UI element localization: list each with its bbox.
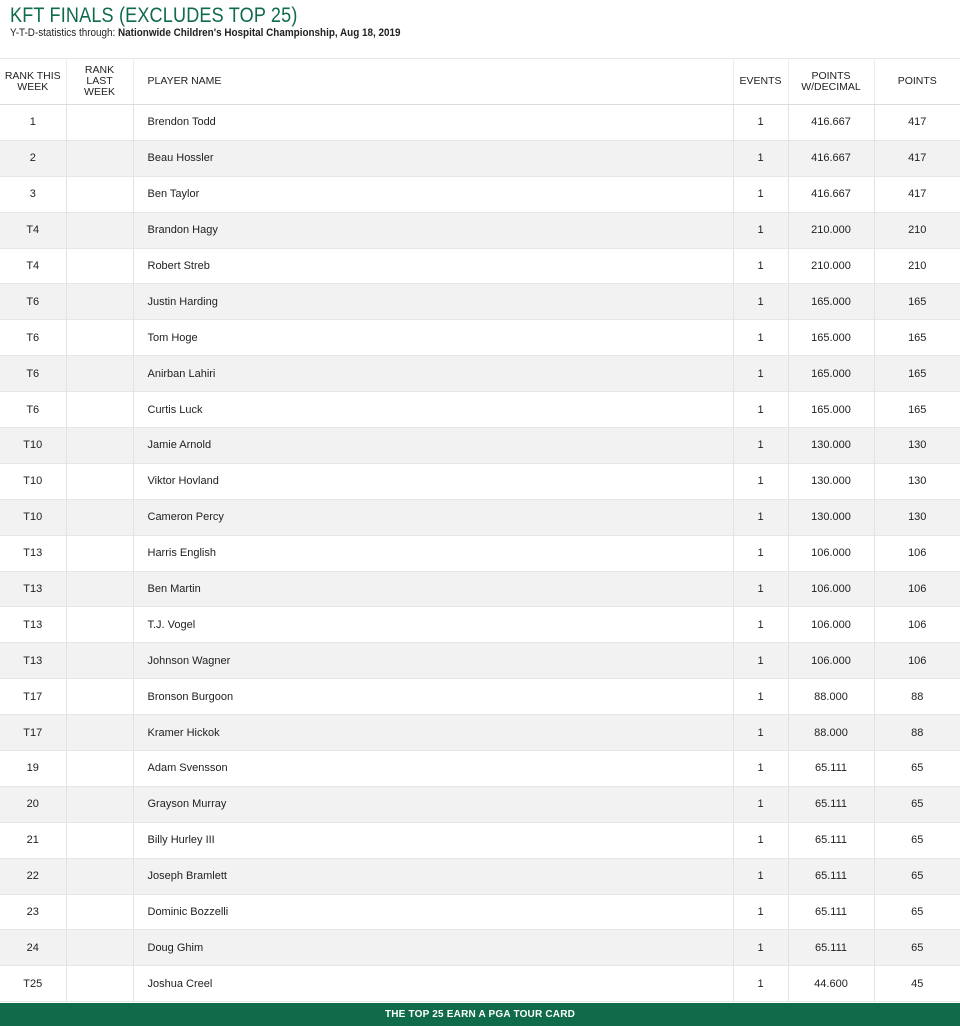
- points-cell: 165: [874, 320, 960, 356]
- standings-table: [0, 58, 960, 1002]
- events-cell: 1: [733, 966, 788, 1002]
- events-cell: 1: [733, 535, 788, 571]
- player-name-cell[interactable]: Johnson Wagner: [133, 643, 733, 679]
- player-name-cell[interactable]: Tom Hoge: [133, 320, 733, 356]
- table-header-row: [0, 59, 960, 105]
- rank-last-cell: [66, 966, 133, 1002]
- table-row: [0, 284, 960, 320]
- events-cell: 1: [733, 643, 788, 679]
- col-events[interactable]: EVENTS: [733, 59, 788, 105]
- rank-cell: 24: [0, 930, 66, 966]
- rank-last-cell: [66, 715, 133, 751]
- player-name-cell[interactable]: Beau Hossler: [133, 140, 733, 176]
- rank-cell: T6: [0, 356, 66, 392]
- table-body: [0, 105, 960, 1002]
- rank-last-cell: [66, 463, 133, 499]
- points-cell: 165: [874, 284, 960, 320]
- table-row: [0, 858, 960, 894]
- points-decimal-cell: 44.600: [788, 966, 874, 1002]
- table-row: [0, 966, 960, 1002]
- points-decimal-cell: 416.667: [788, 105, 874, 141]
- events-cell: 1: [733, 428, 788, 464]
- points-cell: 65: [874, 786, 960, 822]
- rank-last-cell: [66, 858, 133, 894]
- points-decimal-cell: 130.000: [788, 428, 874, 464]
- rank-last-cell: [66, 822, 133, 858]
- points-decimal-cell: 130.000: [788, 499, 874, 535]
- rank-cell: T10: [0, 499, 66, 535]
- table-row: [0, 428, 960, 464]
- points-decimal-cell: 88.000: [788, 679, 874, 715]
- table-row: [0, 715, 960, 751]
- player-name-cell[interactable]: Brandon Hagy: [133, 212, 733, 248]
- table-row: [0, 320, 960, 356]
- points-cell: 45: [874, 966, 960, 1002]
- col-points[interactable]: POINTS: [874, 59, 960, 105]
- rank-cell: T10: [0, 428, 66, 464]
- events-cell: 1: [733, 105, 788, 141]
- col-player-name[interactable]: PLAYER NAME: [133, 59, 733, 105]
- player-name-cell[interactable]: Joseph Bramlett: [133, 858, 733, 894]
- points-cell: 106: [874, 535, 960, 571]
- rank-last-cell: [66, 428, 133, 464]
- table-row: [0, 499, 960, 535]
- table-row: [0, 894, 960, 930]
- events-cell: 1: [733, 140, 788, 176]
- rank-last-cell: [66, 248, 133, 284]
- rank-last-cell: [66, 607, 133, 643]
- col-rank-this-week[interactable]: RANK THIS WEEK: [0, 59, 66, 105]
- points-decimal-cell: 210.000: [788, 248, 874, 284]
- points-cell: 417: [874, 140, 960, 176]
- rank-cell: T6: [0, 392, 66, 428]
- rank-last-cell: [66, 786, 133, 822]
- points-decimal-cell: 416.667: [788, 140, 874, 176]
- table-row: [0, 751, 960, 787]
- rank-last-cell: [66, 535, 133, 571]
- points-cell: 106: [874, 643, 960, 679]
- events-cell: 1: [733, 679, 788, 715]
- points-decimal-cell: 65.111: [788, 858, 874, 894]
- events-cell: 1: [733, 284, 788, 320]
- rank-last-cell: [66, 392, 133, 428]
- player-name-cell[interactable]: Anirban Lahiri: [133, 356, 733, 392]
- player-name-cell[interactable]: Brendon Todd: [133, 105, 733, 141]
- table-row: [0, 535, 960, 571]
- table-row: [0, 105, 960, 141]
- player-name-cell[interactable]: Adam Svensson: [133, 751, 733, 787]
- player-name-cell[interactable]: T.J. Vogel: [133, 607, 733, 643]
- player-name-cell[interactable]: Ben Martin: [133, 571, 733, 607]
- rank-cell: T6: [0, 284, 66, 320]
- points-cell: 417: [874, 105, 960, 141]
- rank-last-cell: [66, 212, 133, 248]
- points-decimal-cell: 165.000: [788, 356, 874, 392]
- rank-cell: 3: [0, 176, 66, 212]
- player-name-cell[interactable]: Cameron Percy: [133, 499, 733, 535]
- points-decimal-cell: 65.111: [788, 930, 874, 966]
- points-cell: 130: [874, 428, 960, 464]
- points-cell: 65: [874, 930, 960, 966]
- table-row: [0, 176, 960, 212]
- table-row: [0, 786, 960, 822]
- rank-cell: T13: [0, 535, 66, 571]
- points-cell: 106: [874, 571, 960, 607]
- points-decimal-cell: 130.000: [788, 463, 874, 499]
- col-points-decimal[interactable]: POINTS W/DECIMAL: [788, 59, 874, 105]
- table-row: [0, 643, 960, 679]
- player-name-cell[interactable]: Doug Ghim: [133, 930, 733, 966]
- events-cell: 1: [733, 212, 788, 248]
- player-name-cell[interactable]: Harris English: [133, 535, 733, 571]
- events-cell: 1: [733, 894, 788, 930]
- rank-cell: T17: [0, 679, 66, 715]
- events-cell: 1: [733, 356, 788, 392]
- player-name-cell[interactable]: Justin Harding: [133, 284, 733, 320]
- player-name-cell[interactable]: Grayson Murray: [133, 786, 733, 822]
- events-cell: 1: [733, 499, 788, 535]
- points-cell: 88: [874, 679, 960, 715]
- col-rank-last-week[interactable]: RANK LAST WEEK: [66, 59, 133, 105]
- points-cell: 88: [874, 715, 960, 751]
- rank-last-cell: [66, 643, 133, 679]
- points-decimal-cell: 65.111: [788, 751, 874, 787]
- points-decimal-cell: 65.111: [788, 894, 874, 930]
- stats-through-line: [10, 27, 401, 40]
- player-name-cell[interactable]: Jamie Arnold: [133, 428, 733, 464]
- table-row: [0, 356, 960, 392]
- rank-last-cell: [66, 140, 133, 176]
- events-cell: 1: [733, 607, 788, 643]
- page-header: [0, 0, 960, 58]
- player-name-cell[interactable]: Curtis Luck: [133, 392, 733, 428]
- rank-cell: T13: [0, 643, 66, 679]
- points-decimal-cell: 106.000: [788, 571, 874, 607]
- events-cell: 1: [733, 320, 788, 356]
- rank-last-cell: [66, 930, 133, 966]
- page-title: KFT FINALS (EXCLUDES TOP 25): [10, 4, 298, 27]
- rank-cell: 22: [0, 858, 66, 894]
- player-name-cell[interactable]: Ben Taylor: [133, 176, 733, 212]
- rank-last-cell: [66, 751, 133, 787]
- rank-last-cell: [66, 284, 133, 320]
- player-name-cell[interactable]: Kramer Hickok: [133, 715, 733, 751]
- events-cell: 1: [733, 930, 788, 966]
- points-cell: 210: [874, 212, 960, 248]
- events-cell: 1: [733, 392, 788, 428]
- table-row: [0, 679, 960, 715]
- player-name-cell[interactable]: Billy Hurley III: [133, 822, 733, 858]
- rank-cell: 2: [0, 140, 66, 176]
- table-row: [0, 140, 960, 176]
- table-header: [0, 59, 960, 105]
- rank-cell: T25: [0, 966, 66, 1002]
- points-decimal-cell: 165.000: [788, 320, 874, 356]
- player-name-cell[interactable]: Robert Streb: [133, 248, 733, 284]
- table-row: [0, 212, 960, 248]
- rank-cell: T4: [0, 248, 66, 284]
- points-cell: 417: [874, 176, 960, 212]
- rank-cell: 23: [0, 894, 66, 930]
- stats-through-event: Nationwide Children's Hospital Championship, Aug 18, 2019: [118, 27, 401, 39]
- points-decimal-cell: 165.000: [788, 284, 874, 320]
- table-row: [0, 248, 960, 284]
- points-cell: 210: [874, 248, 960, 284]
- rank-cell: 1: [0, 105, 66, 141]
- table-row: [0, 930, 960, 966]
- rank-cell: 21: [0, 822, 66, 858]
- player-name-cell[interactable]: Dominic Bozzelli: [133, 894, 733, 930]
- events-cell: 1: [733, 822, 788, 858]
- rank-last-cell: [66, 105, 133, 141]
- points-cell: 106: [874, 607, 960, 643]
- player-name-cell[interactable]: Bronson Burgoon: [133, 679, 733, 715]
- stats-through-label: Y-T-D-statistics through:: [10, 27, 119, 39]
- points-cell: 65: [874, 822, 960, 858]
- rank-cell: T13: [0, 571, 66, 607]
- footer-banner: THE TOP 25 EARN A PGA TOUR CARD: [0, 1003, 960, 1026]
- events-cell: 1: [733, 786, 788, 822]
- events-cell: 1: [733, 463, 788, 499]
- table-row: [0, 607, 960, 643]
- rank-last-cell: [66, 894, 133, 930]
- points-cell: 130: [874, 499, 960, 535]
- rank-last-cell: [66, 356, 133, 392]
- player-name-cell[interactable]: Joshua Creel: [133, 966, 733, 1002]
- points-cell: 65: [874, 751, 960, 787]
- events-cell: 1: [733, 715, 788, 751]
- table-row: [0, 822, 960, 858]
- events-cell: 1: [733, 751, 788, 787]
- points-cell: 165: [874, 356, 960, 392]
- rank-cell: T13: [0, 607, 66, 643]
- events-cell: 1: [733, 176, 788, 212]
- points-decimal-cell: 106.000: [788, 643, 874, 679]
- rank-cell: T17: [0, 715, 66, 751]
- points-cell: 65: [874, 894, 960, 930]
- points-cell: 165: [874, 392, 960, 428]
- player-name-cell[interactable]: Viktor Hovland: [133, 463, 733, 499]
- rank-last-cell: [66, 320, 133, 356]
- points-decimal-cell: 65.111: [788, 786, 874, 822]
- events-cell: 1: [733, 248, 788, 284]
- events-cell: 1: [733, 858, 788, 894]
- points-decimal-cell: 88.000: [788, 715, 874, 751]
- rank-cell: T10: [0, 463, 66, 499]
- rank-last-cell: [66, 679, 133, 715]
- rank-cell: T4: [0, 212, 66, 248]
- table-row: [0, 571, 960, 607]
- points-decimal-cell: 106.000: [788, 607, 874, 643]
- rank-last-cell: [66, 571, 133, 607]
- events-cell: 1: [733, 571, 788, 607]
- table-row: [0, 463, 960, 499]
- table-row: [0, 392, 960, 428]
- points-decimal-cell: 416.667: [788, 176, 874, 212]
- points-decimal-cell: 65.111: [788, 822, 874, 858]
- rank-last-cell: [66, 176, 133, 212]
- points-decimal-cell: 106.000: [788, 535, 874, 571]
- points-decimal-cell: 210.000: [788, 212, 874, 248]
- points-cell: 65: [874, 858, 960, 894]
- rank-cell: 20: [0, 786, 66, 822]
- rank-cell: 19: [0, 751, 66, 787]
- points-decimal-cell: 165.000: [788, 392, 874, 428]
- points-cell: 130: [874, 463, 960, 499]
- rank-cell: T6: [0, 320, 66, 356]
- rank-last-cell: [66, 499, 133, 535]
